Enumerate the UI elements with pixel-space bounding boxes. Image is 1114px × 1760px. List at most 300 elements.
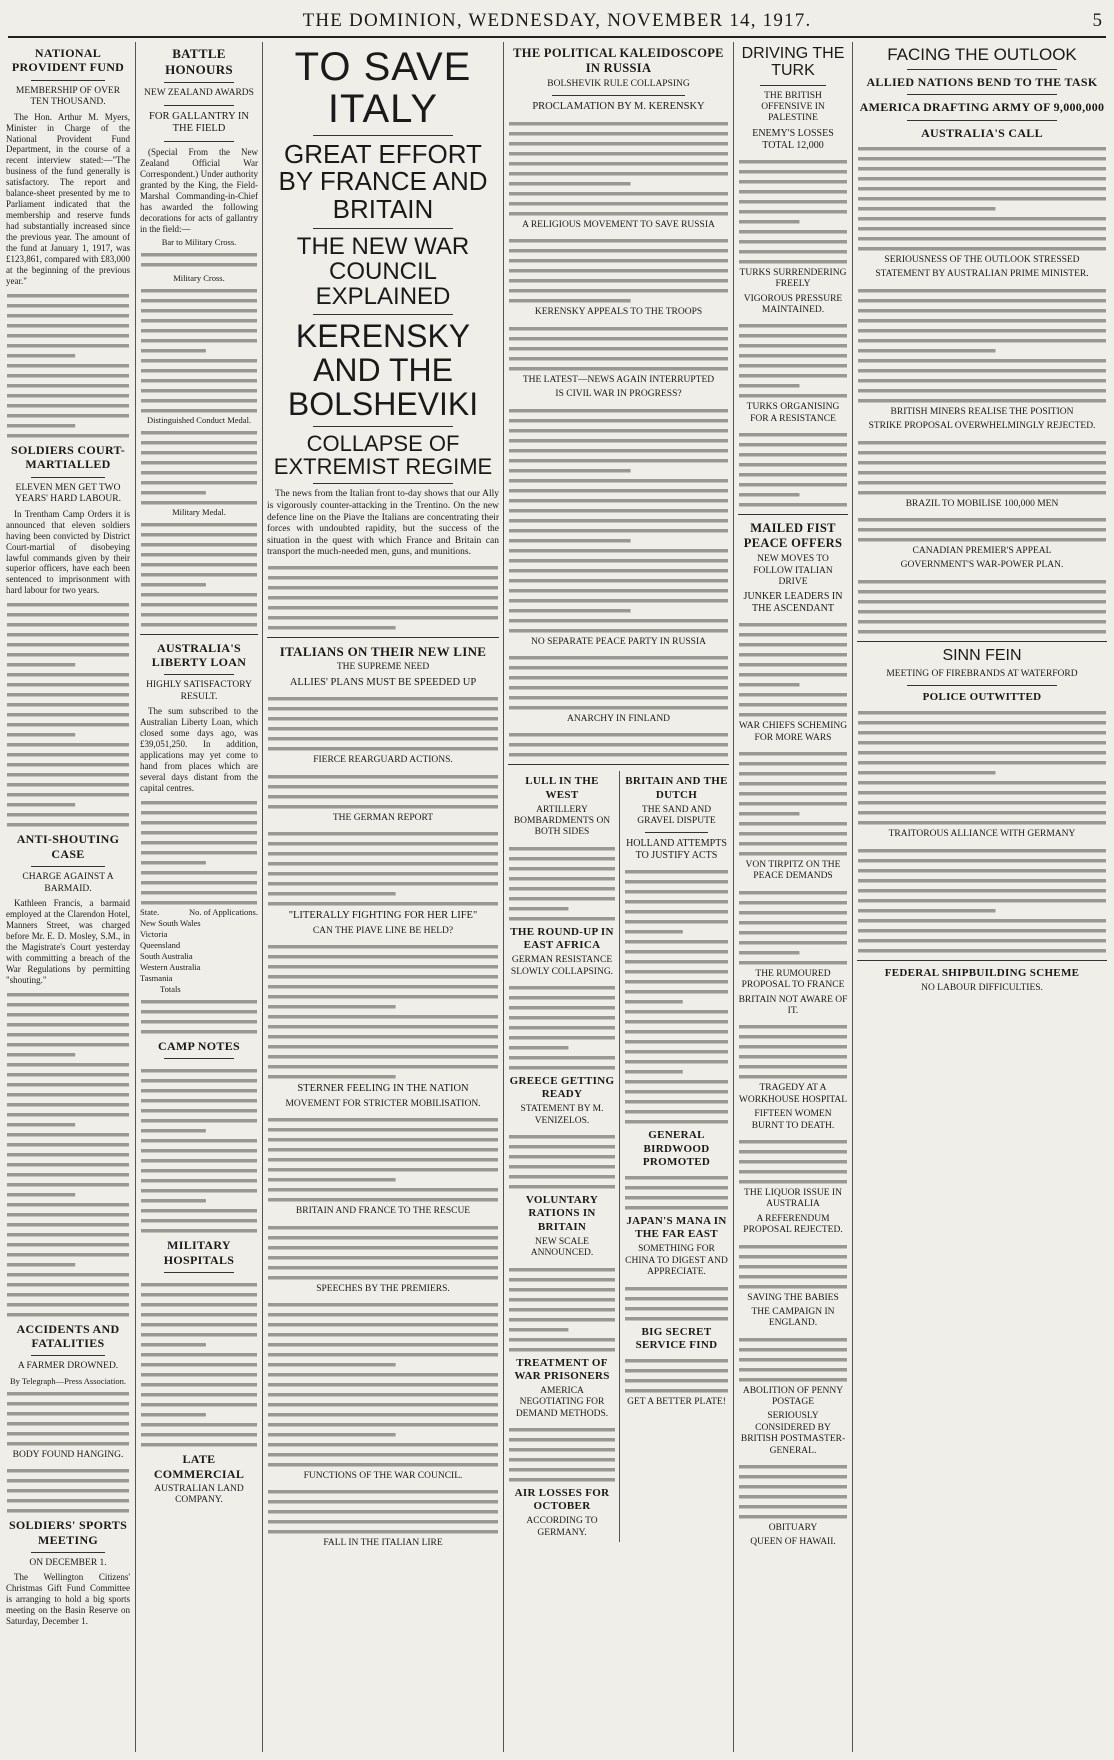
article-body: The Hon. Arthur M. Myers, Minister in Charge of the National Provident Fund Department, in the course of a recent interview stated:—"The business of the fund generally is satisfactory. The report and balance-sheet presented by me to Parliament indicated that the membership and reserve funds had substantially increased since the previous year. The amount of the fund at January 1, 1917, was £123,861, compared with £83,000 at the beginning of the previous year." — [6, 111, 130, 287]
text-line — [7, 1313, 129, 1317]
article-continuation — [738, 747, 848, 857]
subheadline: SPEECHES BY THE PREMIERS. — [316, 1283, 450, 1294]
text-line — [7, 344, 129, 348]
text-line — [268, 1118, 498, 1122]
text-line — [509, 1278, 615, 1282]
article-continuation — [6, 598, 130, 828]
text-line — [625, 890, 728, 894]
text-lines — [738, 747, 848, 857]
text-line — [7, 733, 75, 737]
text-line — [739, 941, 847, 945]
text-line — [739, 220, 800, 224]
subheadline: IS CIVIL WAR IN PROGRESS? — [555, 389, 682, 400]
article-continuation — [624, 1171, 729, 1211]
text-line — [509, 847, 615, 851]
article-body: In Trentham Camp Orders it is announced that eleven soldiers having been convicted by District Court-martial of disobeying lawful commands given by their superior officers, have each been sentenced to imprisonment with hard labour for two years. — [6, 508, 130, 596]
text-line — [858, 919, 1106, 923]
text-line — [739, 354, 847, 358]
text-line — [509, 279, 728, 283]
text-line — [7, 1509, 129, 1513]
headline: NATIONAL PROVIDENT FUND — [11, 46, 125, 75]
text-line — [7, 803, 75, 807]
text-line — [739, 961, 847, 965]
text-line — [268, 1236, 498, 1240]
headline: TREATMENT OF WAR PRISONERS — [514, 1356, 610, 1382]
text-line — [625, 900, 728, 904]
divider — [164, 1058, 235, 1059]
text-line — [141, 1169, 257, 1173]
text-line — [268, 882, 498, 886]
article-continuation — [508, 234, 729, 304]
headline: GENERAL BIRDWOOD PROMOTED — [642, 1129, 711, 1168]
text-line — [7, 1243, 129, 1247]
text-line — [739, 170, 847, 174]
text-line — [509, 539, 631, 543]
text-line — [7, 1033, 129, 1037]
text-line — [858, 811, 1106, 815]
text-line — [739, 832, 847, 836]
text-line — [141, 533, 257, 537]
text-line — [268, 717, 498, 721]
text-line — [141, 1000, 257, 1004]
text-line — [509, 1268, 615, 1272]
text-line — [7, 374, 129, 378]
text-lines — [738, 1020, 848, 1080]
text-line — [739, 1025, 847, 1029]
text-line — [509, 1348, 615, 1352]
text-line — [739, 1285, 847, 1289]
text-line — [7, 1283, 129, 1287]
text-line — [509, 857, 615, 861]
text-line — [509, 192, 728, 196]
text-line — [509, 743, 728, 747]
headline: MAILED FIST PEACE OFFERS — [743, 521, 843, 551]
text-line — [739, 822, 847, 826]
text-line — [7, 1073, 129, 1077]
text-line — [625, 880, 728, 884]
text-line — [141, 593, 257, 597]
award-heading: Military Cross. — [173, 272, 225, 283]
text-line — [7, 1273, 129, 1277]
column-rule — [733, 42, 734, 1752]
text-line — [7, 1103, 129, 1107]
text-lines — [857, 436, 1107, 496]
text-line — [625, 1297, 728, 1301]
text-line — [268, 1246, 498, 1250]
subheadline: TRAITOROUS ALLIANCE WITH GERMANY — [888, 829, 1076, 840]
text-line — [625, 1000, 683, 1004]
text-line — [509, 299, 631, 303]
text-line — [141, 253, 257, 257]
text-line — [141, 1323, 257, 1327]
text-line — [739, 1140, 847, 1144]
article-lead: The news from the Italian front to-day shows that our Ally is vigorously counter-attacking in the Trentino. On the new defence line on the Piave the Italians are concentrating their forces with undoubted rapidity, but the success of the situation in the quest with which France and Britain can transport the much-needed men, guns, and munitions. — [267, 489, 499, 558]
text-line — [7, 643, 129, 647]
headline-main: DRIVING THE TURK — [741, 45, 845, 79]
text-lines — [267, 561, 499, 631]
subheadline: CAN THE PIAVE LINE BE HELD? — [312, 925, 454, 936]
text-line — [7, 1163, 129, 1167]
headline: POLICE OUTWITTED — [922, 690, 1042, 703]
text-line — [739, 1265, 847, 1269]
text-line — [858, 929, 1106, 933]
divider — [31, 866, 105, 867]
text-line — [625, 930, 683, 934]
text-line — [509, 666, 728, 670]
text-line — [739, 473, 847, 477]
text-line — [625, 1307, 728, 1311]
text-line — [509, 1145, 615, 1149]
article-continuation — [267, 1221, 499, 1281]
text-line — [7, 1123, 75, 1127]
column-2 — [140, 42, 258, 1752]
subheadline: KERENSKY APPEALS TO THE TROOPS — [534, 307, 703, 318]
text-line — [268, 616, 498, 620]
text-lines — [738, 1460, 848, 1520]
text-line — [268, 995, 498, 999]
text-line — [858, 538, 1106, 542]
divider — [164, 141, 235, 142]
article-continuation — [267, 561, 499, 631]
text-lines — [508, 981, 616, 1071]
text-lines — [857, 142, 1107, 252]
text-line — [509, 733, 728, 737]
text-line — [509, 409, 728, 413]
text-line — [268, 1198, 498, 1202]
text-line — [141, 1089, 257, 1093]
subheadline: THE GERMAN REPORT — [332, 812, 434, 823]
text-line — [7, 713, 129, 717]
text-line — [268, 1128, 498, 1132]
article-body: Kathleen Francis, a barmaid employed at the Clarendon Hotel, Manners Street, was charged before Mr. E. D. Mosley, S.M., in the Magistrate's Court yesterday with committing a breach of the War Regulations by permitting "shouting." — [6, 897, 130, 985]
text-line — [625, 1120, 728, 1124]
subheadline: BRITISH MINERS REALISE THE POSITION — [890, 406, 1074, 417]
text-line — [7, 404, 129, 408]
article-continuation — [738, 155, 848, 265]
subheadline: ABOLITION OF PENNY POSTAGE — [742, 1385, 844, 1408]
subheadline: BODY FOUND HANGING. — [12, 1449, 124, 1460]
text-line — [141, 613, 257, 617]
text-line — [268, 1015, 498, 1019]
dateline: By Telegraph—Press Association. — [9, 1375, 127, 1386]
text-lines — [267, 827, 499, 907]
text-line — [739, 463, 847, 467]
column-rule — [852, 42, 853, 1752]
text-line — [141, 1139, 257, 1143]
text-line — [858, 217, 1106, 221]
text-lines — [508, 651, 729, 711]
text-line — [509, 917, 615, 921]
divider — [907, 69, 1057, 70]
text-line — [141, 1333, 257, 1337]
text-line — [625, 1040, 728, 1044]
text-line — [509, 629, 728, 633]
text-line — [509, 469, 631, 473]
text-line — [7, 424, 75, 428]
divider — [267, 637, 499, 638]
column-5 — [738, 42, 848, 1752]
article-continuation — [267, 1113, 499, 1203]
text-line — [141, 1030, 257, 1034]
text-line — [739, 633, 847, 637]
text-line — [7, 1093, 129, 1097]
text-lines — [508, 117, 729, 217]
subheadline: ALLIES' PLANS MUST BE SPEEDED UP — [289, 676, 477, 688]
subheadline: TRAGEDY AT A WORKHOUSE HOSPITAL — [738, 1083, 848, 1105]
divider — [164, 105, 235, 106]
text-line — [141, 871, 257, 875]
text-line — [509, 202, 728, 206]
text-line — [141, 491, 206, 495]
divider — [164, 674, 235, 675]
text-line — [858, 741, 1106, 745]
text-lines — [140, 995, 258, 1035]
article-continuation — [738, 618, 848, 718]
text-line — [739, 1505, 847, 1509]
article-continuation — [508, 842, 616, 922]
column-3 — [267, 42, 499, 1752]
text-line — [509, 1165, 615, 1169]
headline: THE POLITICAL KALEIDOSCOPE IN RUSSIA — [513, 46, 724, 75]
divider — [31, 80, 105, 81]
subheadline: ACCORDING TO GERMANY. — [526, 1516, 598, 1538]
text-line — [141, 1383, 257, 1387]
subheadline: CANADIAN PREMIER'S APPEAL — [912, 545, 1052, 556]
text-lines — [140, 248, 258, 272]
headline: VOLUNTARY RATIONS IN BRITAIN — [525, 1194, 599, 1233]
text-line — [509, 529, 728, 533]
subheadline: CHARGE AGAINST A BARMAID. — [22, 872, 114, 894]
text-line — [858, 339, 1106, 343]
column-rule — [135, 42, 136, 1752]
text-line — [509, 489, 728, 493]
text-line — [268, 606, 498, 610]
column-rule — [503, 42, 504, 1752]
subheadline: ARTILLERY BOMBARDMENTS ON BOTH SIDES — [513, 804, 611, 838]
article-continuation — [857, 513, 1107, 543]
text-line — [509, 1135, 615, 1139]
text-line — [625, 1020, 728, 1024]
headline: AUSTRALIA'S CALL — [921, 125, 1043, 140]
text-line — [739, 1180, 847, 1184]
subheadline: NEW ZEALAND AWARDS — [144, 88, 254, 99]
text-line — [858, 187, 1106, 191]
article-continuation — [738, 886, 848, 966]
headline: AUSTRALIA'S LIBERTY LOAN — [151, 640, 247, 669]
headline-secondary: THE NEW WAR COUNCIL EXPLAINED — [296, 232, 470, 311]
text-line — [141, 289, 257, 293]
text-lines — [6, 1387, 130, 1447]
subheadline: NO SEPARATE PEACE PARTY IN RUSSIA — [531, 636, 706, 647]
text-line — [141, 553, 257, 557]
text-line — [739, 1045, 847, 1049]
text-line — [509, 1036, 615, 1040]
text-line — [268, 566, 498, 570]
text-line — [141, 501, 257, 505]
subheadline: A REFERENDUM PROPOSAL REJECTED. — [743, 1213, 843, 1236]
subheadline: THE LATEST—NEWS AGAIN INTERRUPTED — [522, 374, 715, 385]
text-line — [509, 439, 728, 443]
subheadline: TURKS SURRENDERING FREELY — [739, 267, 847, 290]
text-line — [141, 379, 257, 383]
subheadline: HOLLAND ATTEMPTS TO JUSTIFY ACTS — [626, 838, 727, 862]
text-line — [739, 812, 800, 816]
text-line — [739, 394, 847, 398]
text-lines — [738, 155, 848, 265]
text-line — [858, 207, 996, 211]
text-lines — [624, 1171, 729, 1211]
text-line — [7, 1392, 129, 1396]
subheadline: NEW SCALE ANNOUNCED. — [530, 1236, 594, 1259]
text-line — [739, 1150, 847, 1154]
text-line — [858, 177, 1106, 181]
text-line — [509, 519, 728, 523]
column-6 — [857, 42, 1107, 1752]
article-continuation — [508, 1130, 616, 1190]
text-line — [268, 697, 498, 701]
text-line — [625, 1206, 728, 1210]
text-line — [268, 1413, 498, 1417]
text-line — [7, 1153, 129, 1157]
text-line — [739, 1055, 847, 1059]
text-line — [141, 349, 206, 353]
text-line — [7, 793, 129, 797]
text-line — [509, 152, 728, 156]
headline: LULL IN THE WEST — [525, 775, 599, 801]
divider — [907, 120, 1057, 121]
text-line — [509, 1026, 615, 1030]
text-line — [141, 1413, 206, 1417]
text-line — [268, 1333, 498, 1337]
headline: JAPAN'S MANA IN THE FAR EAST — [626, 1215, 727, 1241]
divider — [164, 82, 235, 83]
text-line — [739, 762, 847, 766]
text-line — [739, 443, 847, 447]
text-line — [739, 911, 847, 915]
text-line — [268, 1158, 498, 1162]
subheadline: AUSTRALIAN LAND COMPANY. — [154, 1483, 244, 1506]
text-line — [509, 549, 728, 553]
text-line — [858, 528, 1106, 532]
text-line — [858, 761, 1106, 765]
award-heading: Distinguished Conduct Medal. — [146, 414, 252, 425]
text-line — [268, 975, 498, 979]
text-lines — [738, 1135, 848, 1185]
text-line — [141, 1393, 257, 1397]
text-line — [7, 723, 129, 727]
text-lines — [624, 865, 729, 1125]
text-line — [858, 899, 1106, 903]
divider — [313, 135, 452, 136]
text-line — [268, 1373, 498, 1377]
subheadline: ANARCHY IN FINLAND — [566, 713, 671, 724]
text-line — [739, 493, 800, 497]
text-line — [141, 543, 257, 547]
text-lines — [508, 234, 729, 304]
text-line — [7, 683, 129, 687]
text-line — [141, 369, 257, 373]
subheadline: QUEEN OF HAWAII. — [750, 1537, 836, 1548]
divider — [645, 832, 708, 833]
text-line — [858, 289, 1106, 293]
text-line — [739, 334, 847, 338]
text-line — [7, 354, 75, 358]
column-rule — [262, 42, 263, 1752]
text-line — [858, 157, 1106, 161]
text-line — [7, 294, 129, 298]
loan-table-header — [140, 907, 258, 917]
text-line — [739, 792, 847, 796]
text-line — [509, 239, 728, 243]
text-line — [858, 167, 1106, 171]
text-line — [141, 1373, 257, 1377]
text-line — [7, 1499, 129, 1503]
text-line — [141, 1283, 257, 1287]
text-line — [739, 483, 847, 487]
text-line — [739, 200, 847, 204]
text-line — [7, 763, 129, 767]
article-body: (Special From the New Zealand Official War Correspondent.) Under authority granted by the King, the Field-Marshal Commanding-in-Chief has awarded the following decorations for acts of gallantry in the field:— — [140, 146, 258, 234]
text-line — [739, 1275, 847, 1279]
subheadline: SOMETHING FOR CHINA TO DIGEST AND APPRECIATE. — [625, 1244, 728, 1278]
text-line — [509, 1468, 615, 1472]
text-line — [7, 673, 129, 677]
text-line — [625, 1060, 728, 1064]
headline-main: SINN FEIN — [942, 646, 1022, 664]
text-line — [7, 1053, 75, 1057]
text-line — [268, 1353, 498, 1357]
divider — [31, 477, 105, 478]
text-line — [509, 1175, 615, 1179]
text-line — [509, 1016, 615, 1020]
text-lines — [857, 706, 1107, 826]
sub-columns — [508, 771, 729, 1542]
text-line — [739, 1035, 847, 1039]
text-line — [141, 451, 257, 455]
text-line — [858, 471, 1106, 475]
text-line — [268, 785, 498, 789]
text-line — [268, 1403, 498, 1407]
loan-table-total: Totals — [160, 984, 181, 994]
text-line — [739, 453, 847, 457]
text-lines — [857, 284, 1107, 404]
text-line — [141, 1403, 257, 1407]
divider — [907, 685, 1057, 686]
headline: MILITARY HOSPITALS — [163, 1238, 235, 1267]
text-line — [268, 965, 498, 969]
text-line — [268, 626, 396, 630]
text-line — [858, 859, 1106, 863]
text-line — [739, 364, 847, 368]
text-line — [7, 743, 129, 747]
headline: CAMP NOTES — [157, 1039, 240, 1054]
article-continuation — [738, 1460, 848, 1520]
subheadline: THE LIQUOR ISSUE IN AUSTRALIA — [744, 1187, 842, 1210]
subheadline: "LITERALLY FIGHTING FOR HER LIFE" — [288, 910, 478, 922]
text-line — [739, 384, 800, 388]
text-lines — [6, 289, 130, 439]
headline: THE ROUND-UP IN EAST AFRICA — [510, 925, 614, 952]
text-line — [268, 955, 498, 959]
text-line — [509, 162, 728, 166]
text-line — [739, 891, 847, 895]
headline: SOLDIERS' SPORTS MEETING — [8, 1518, 128, 1547]
subheadline: STERNER FEELING IN THE NATION — [297, 1083, 469, 1095]
text-line — [858, 731, 1106, 735]
text-line — [7, 334, 129, 338]
text-line — [268, 842, 498, 846]
article-continuation — [508, 981, 616, 1071]
